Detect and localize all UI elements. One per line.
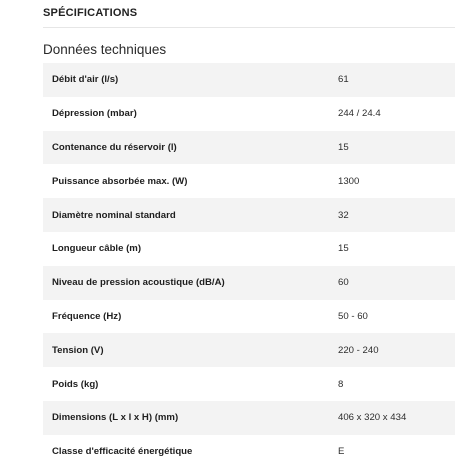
spec-label: Puissance absorbée max. (W): [52, 175, 188, 187]
spec-row: [43, 63, 455, 97]
spec-value: 60: [338, 277, 349, 289]
spec-label: Dimensions (L x l x H) (mm): [52, 412, 179, 424]
spec-label: Niveau de pression acoustique (dB/A): [52, 277, 225, 289]
spec-row: [43, 300, 455, 334]
spec-row: [43, 367, 455, 401]
spec-row: [43, 198, 455, 232]
spec-row: [43, 435, 455, 469]
spec-value: 50 - 60: [338, 310, 368, 322]
spec-value: 244 / 24.4: [338, 108, 381, 120]
spec-row: [43, 232, 455, 266]
section-title: SPÉCIFICATIONS: [43, 7, 138, 19]
spec-label: Contenance du réservoir (l): [52, 141, 177, 153]
spec-value: 1300: [338, 175, 360, 187]
spec-row: [43, 131, 455, 165]
spec-row: [43, 164, 455, 198]
spec-row: [43, 401, 455, 435]
spec-value: 220 - 240: [338, 344, 379, 356]
spec-label: Poids (kg): [52, 378, 99, 390]
spec-row: [43, 266, 455, 300]
spec-row: [43, 97, 455, 131]
spec-value: 15: [338, 141, 349, 153]
spec-label: Longueur câble (m): [52, 243, 142, 255]
spec-label: Fréquence (Hz): [52, 310, 122, 322]
spec-value: 61: [338, 74, 349, 86]
spec-label: Tension (V): [52, 344, 104, 356]
spec-row: [43, 333, 455, 367]
spec-label: Classe d'efficacité énergétique: [52, 446, 193, 458]
spec-table: [43, 63, 455, 469]
spec-value: E: [338, 446, 345, 458]
technical-data-title: Données techniques: [43, 42, 167, 57]
spec-value: 406 x 320 x 434: [338, 412, 407, 424]
section-divider: [43, 27, 455, 28]
spec-label: Débit d'air (l/s): [52, 74, 119, 86]
spec-value: 15: [338, 243, 349, 255]
spec-label: Dépression (mbar): [52, 108, 137, 120]
spec-value: 32: [338, 209, 349, 221]
spec-label: Diamètre nominal standard: [52, 209, 176, 221]
spec-value: 8: [338, 378, 344, 390]
